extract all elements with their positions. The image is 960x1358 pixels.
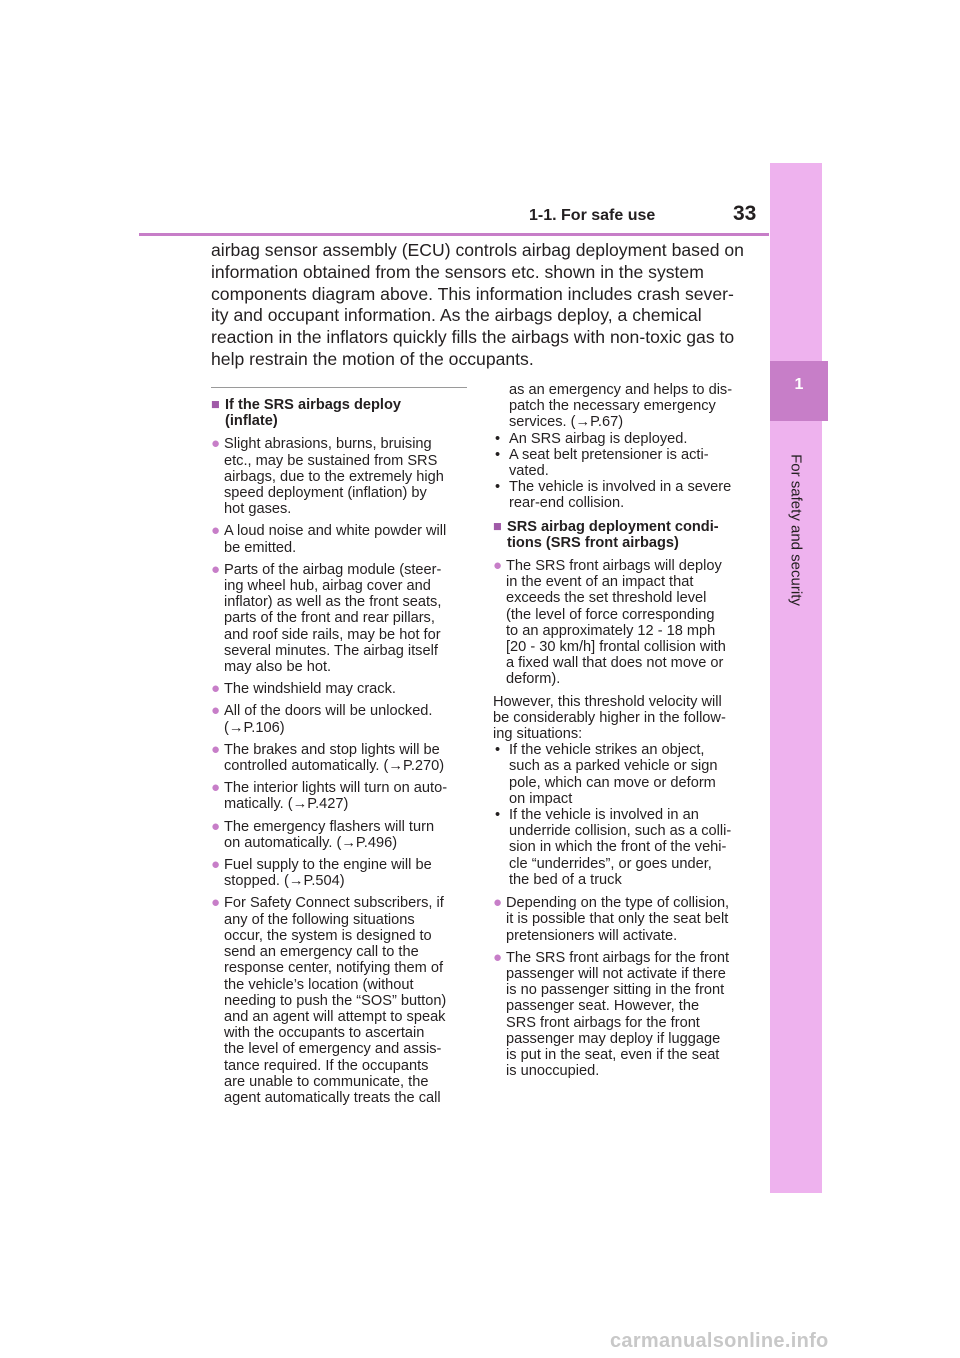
bullet-line: several minutes. The airbag itself [224, 642, 438, 659]
dash-item [493, 807, 755, 888]
bullet-line: deform). [506, 671, 561, 688]
bullet-line: matically. (→P.427) [224, 796, 349, 813]
bullet-line: A loud noise and white powder will [224, 523, 447, 540]
paragraph-line: be considerably higher in the follow- [493, 709, 726, 726]
heading-marker-icon: ■ [211, 397, 220, 413]
bullet-dot-icon: ● [211, 779, 221, 797]
dash-line: The vehicle is involved in a severe [509, 479, 732, 496]
dash-item [493, 742, 755, 807]
bullet-line: and roof side rails, may be hot for [224, 626, 441, 643]
heading-line: If the SRS airbags deploy [225, 397, 401, 413]
bullet-line: The SRS front airbags will deploy [506, 558, 722, 575]
dash-line: An SRS airbag is deployed. [509, 430, 688, 447]
bullet-line: the vehicle’s location (without [224, 976, 414, 993]
bullet-item [211, 681, 473, 697]
bullet-line: parts of the front and rear pillars, [224, 610, 435, 627]
bullet-dot-icon: ● [211, 435, 221, 453]
dash-item [493, 447, 755, 479]
dash-line: the bed of a truck [509, 871, 622, 888]
continued-line: patch the necessary emergency [509, 398, 716, 415]
dash-line: If the vehicle strikes an object, [509, 742, 705, 759]
section-heading [493, 519, 755, 551]
heading-line: (inflate) [225, 413, 278, 430]
paragraph-line: ing situations: [493, 726, 583, 743]
heading-marker-icon: ■ [493, 518, 502, 535]
bullet-item [211, 703, 473, 735]
continued-line: as an emergency and helps to dis- [509, 382, 733, 398]
bullet-item [211, 742, 473, 774]
bullet-line: may also be hot. [224, 659, 332, 676]
bullet-dot-icon: ● [211, 680, 221, 698]
bullet-line: tance required. If the occupants [224, 1057, 429, 1074]
dash-bullet-icon: • [495, 430, 501, 447]
bullet-line: is no passenger sitting in the front [506, 982, 725, 999]
bullet-item [211, 562, 473, 675]
dash-line: A seat belt pretensioner is acti- [509, 446, 709, 463]
bullet-dot-icon: ● [493, 557, 503, 575]
bullet-item [211, 523, 473, 555]
bullet-line: is put in the seat, even if the seat [506, 1046, 720, 1063]
dash-bullet-icon: • [495, 742, 501, 759]
bullet-line: speed deployment (inflation) by [224, 485, 427, 502]
bullet-dot-icon: ● [211, 856, 221, 874]
spacer [493, 888, 755, 895]
right-column [493, 382, 755, 1085]
bullet-line: send an emergency call to the [224, 944, 419, 961]
bullet-line: Fuel supply to the engine will be [224, 857, 432, 874]
bullet-line: passenger may deploy if luggage [506, 1030, 721, 1047]
bullet-item [211, 895, 473, 1106]
bullet-line: The emergency flashers will turn [224, 818, 435, 835]
bullet-line: exceeds the set threshold level [506, 590, 707, 607]
chapter-tab [770, 163, 822, 1193]
bullet-line: passenger seat. However, the [506, 998, 700, 1015]
bullet-line: airbags, due to the extremely high [224, 468, 444, 485]
left-column [211, 397, 473, 1112]
chapter-label: For safety and security [787, 454, 805, 606]
bullet-line: The windshield may crack. [224, 681, 396, 698]
watermark: carmanualsonline.info [610, 1330, 829, 1352]
bullet-dot-icon: ● [211, 817, 221, 835]
dash-bullet-icon: • [495, 446, 501, 463]
dash-line: such as a parked vehicle or sign [509, 758, 718, 775]
intro-line: airbag sensor assembly (ECU) controls airbag deployment based on [211, 240, 744, 260]
continued-line: services. (→P.67) [509, 414, 624, 431]
bullet-line: needing to push the “SOS” button) [224, 992, 447, 1009]
bullet-line: the level of emergency and assis- [224, 1041, 442, 1058]
dash-line: sion in which the front of the vehi- [509, 839, 727, 856]
dash-bullet-icon: • [495, 479, 501, 496]
heading-line: SRS airbag deployment condi- [507, 518, 719, 535]
dash-line: If the vehicle is involved in an [509, 807, 699, 824]
bullet-line: All of the doors will be unlocked. [224, 703, 433, 720]
dash-line: rear-end collision. [509, 495, 625, 512]
bullet-line: passenger will not activate if there [506, 965, 726, 982]
bullet-dot-icon: ● [211, 702, 221, 720]
bullet-line: etc., may be sustained from SRS [224, 452, 438, 469]
paragraph-line: However, this threshold velocity will [493, 693, 722, 710]
bullet-line: be emitted. [224, 539, 297, 556]
intro-line: ity and occupant information. As the airbags deploy, a chemical [211, 305, 702, 326]
paragraph [493, 694, 755, 743]
bullet-line: are unable to communicate, the [224, 1073, 429, 1090]
bullet-line: controlled automatically. (→P.270) [224, 758, 445, 775]
section-title: 1-1. For safe use [529, 207, 656, 224]
bullet-item [211, 819, 473, 851]
intro-line: help restrain the motion of the occupants. [211, 348, 534, 369]
bullet-line: (the level of force corresponding [506, 606, 715, 623]
spacer [493, 512, 755, 519]
bullet-line: Depending on the type of collision, [506, 895, 730, 912]
bullet-item [211, 857, 473, 889]
bullet-line: [20 - 30 km/h] frontal collision with [506, 639, 726, 656]
bullet-item [493, 895, 755, 944]
bullet-line: (→P.106) [224, 719, 285, 736]
dash-line: underride collision, such as a colli- [509, 823, 732, 840]
bullet-line: a fixed wall that does not move or [506, 655, 724, 672]
dash-line: cle “underrides”, or goes under, [509, 855, 712, 872]
bullet-line: it is possible that only the seat belt [506, 911, 729, 928]
bullet-line: agent automatically treats the call [224, 1089, 441, 1106]
bullet-line: is unoccupied. [506, 1063, 600, 1080]
continued-text [493, 382, 755, 431]
bullet-line: occur, the system is designed to [224, 927, 432, 944]
dash-bullet-icon: • [495, 807, 501, 824]
chapter-number: 1 [794, 376, 804, 393]
header-rule [139, 233, 769, 236]
bullet-line: stopped. (→P.504) [224, 873, 345, 890]
bullet-dot-icon: ● [493, 894, 503, 912]
bullet-dot-icon: ● [211, 740, 221, 758]
dash-item [493, 479, 755, 511]
bullet-line: in the event of an impact that [506, 574, 694, 591]
bullet-line: response center, notifying them of [224, 960, 444, 977]
heading-line: tions (SRS front airbags) [507, 534, 679, 551]
bullet-line: The brakes and stop lights will be [224, 741, 440, 758]
bullet-line: Slight abrasions, burns, bruising [224, 436, 432, 453]
bullet-dot-icon: ● [211, 522, 221, 540]
page-number: 33 [733, 202, 757, 225]
intro-line: components diagram above. This information includes crash sever- [211, 283, 734, 304]
bullet-line: on automatically. (→P.496) [224, 834, 398, 851]
bullet-line: to an approximately 12 - 18 mph [506, 622, 716, 639]
section-heading [211, 397, 473, 429]
bullet-dot-icon: ● [211, 560, 221, 578]
bullet-dot-icon: ● [493, 948, 503, 966]
dash-line: pole, which can move or deform [509, 774, 716, 791]
bullet-line: inflator) as well as the front seats, [224, 594, 442, 611]
bullet-line: and an agent will attempt to speak [224, 1008, 446, 1025]
bullet-line: The SRS front airbags for the front [506, 949, 730, 966]
dash-item [493, 431, 755, 447]
intro-line: information obtained from the sensors etc. shown in the system [211, 261, 704, 282]
bullet-item [493, 558, 755, 688]
bullet-line: any of the following situations [224, 911, 415, 928]
bullet-line: Parts of the airbag module (steer- [224, 561, 442, 578]
bullet-line: For Safety Connect subscribers, if [224, 895, 444, 912]
bullet-item [493, 950, 755, 1080]
intro-paragraph [211, 240, 771, 371]
bullet-line: with the occupants to ascertain [224, 1025, 425, 1042]
intro-line: reaction in the inflators quickly fills the airbags with non-toxic gas to [211, 327, 735, 348]
bullet-dot-icon: ● [211, 894, 221, 912]
bullet-line: hot gases. [224, 501, 292, 518]
bullet-item [211, 436, 473, 517]
bullet-line: SRS front airbags for the front [506, 1014, 700, 1031]
dash-line: on impact [509, 790, 573, 807]
bullet-line: pretensioners will activate. [506, 927, 678, 944]
bullet-item [211, 780, 473, 812]
dash-line: vated. [509, 463, 549, 480]
column-divider [211, 387, 467, 388]
bullet-line: ing wheel hub, airbag cover and [224, 578, 431, 595]
bullet-line: The interior lights will turn on auto- [224, 780, 448, 797]
